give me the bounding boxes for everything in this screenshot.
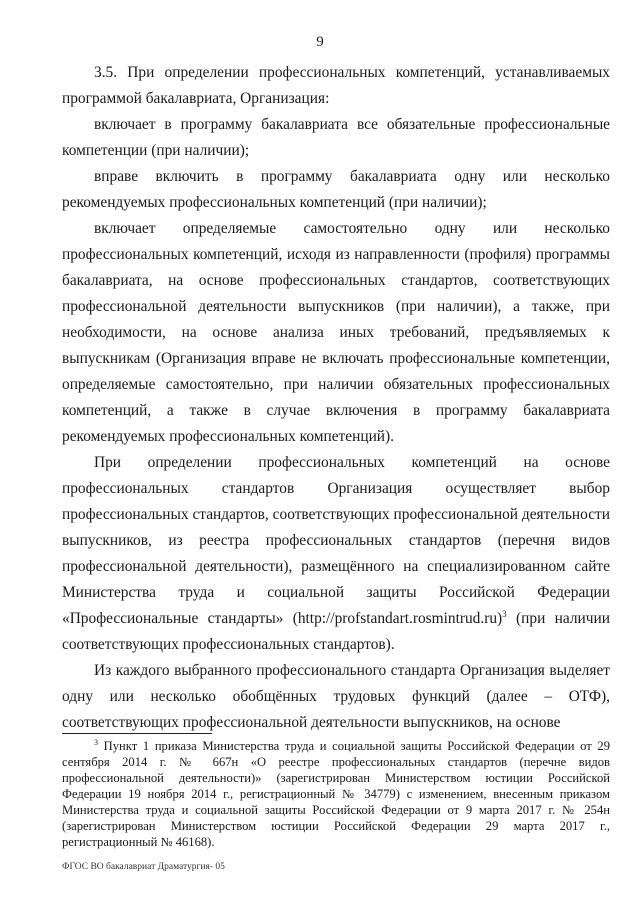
paragraph-standards-tail: (при наличии соответствующих профессиональных стандартов). (62, 610, 610, 653)
footnote-marker: 3 (94, 737, 98, 747)
document-footer: ФГОС ВО бакалавриат Драматургия- 05 (62, 862, 225, 872)
paragraph-recommended-competencies: вправе включить в программу бакалавриата одну или несколько рекомендуемых профессиональных компетенций (при наличии); (62, 168, 610, 211)
paragraph-mandatory-competencies: включает в программу бакалавриата все обязательные профессиональные компетенции (при наличии); (62, 116, 610, 159)
paragraph-standards-text: При определении профессиональных компетенций на основе профессиональных стандартов Организация осуществляет выбор профессиональных стандартов, соответствующих профессиональной деятельности выпускников, из реестра профессиональных стандартов (перечня видов профессиональной деятельности), размещённого на специализированном сайте Министерства труда и социальной защиты Российской Федерации «Профессиональные стандарты» (http://profstandart.rosmintrud.ru) (62, 454, 610, 627)
paragraph-professional-standards (62, 450, 610, 658)
paragraph-own-competencies: включает определяемые самостоятельно одну или несколько профессиональных компетенций, исходя из направленности (профиля) программы бакалавриата, на основе профессиональных стандартов, соответствующих профессиональной деятельности выпускников (при наличии), а также, при необходимости, на основе анализа иных требований, предъявляемых к выпускникам (Организация вправе не включать профессиональные компетенции, определяемые самостоятельно, при наличии обязательных профессиональных компетенций, а также в случае включения в программу бакалавриата рекомендуемых профессиональных компетенций). (62, 220, 610, 445)
page-number: 9 (316, 34, 324, 50)
paragraph-otf: Из каждого выбранного профессионального стандарта Организация выделяет одну или несколько обобщённых трудовых функций (далее – ОТФ), соответствующих профессиональной деятельности выпускников, на основе (62, 662, 610, 731)
footnote-separator (62, 733, 212, 734)
paragraph-3-5: 3.5. При определении профессиональных компетенций, устанавливаемых программой бакалавриата, Организация: (62, 64, 610, 107)
footnote (62, 738, 610, 850)
footnote-text: Пункт 1 приказа Министерства труда и социальной защиты Российской Федерации от 29 сентября 2014 г. № 667н «О реестре профессиональных стандартов (перечне видов профессиональной деятельности)» (зарегистрирован Министерством юстиции Российской Федерации 19 ноября 2014 г., регистрационный № 34779) с изменением, внесенным приказом Министерства труда и социальной защиты Российской Федерации от 9 марта 2017 г. № 254н (зарегистрирован Министерством юстиции Российской Федерации 29 марта 2017 г., регистрационный № 46168). (62, 739, 610, 849)
footnote-reference: 3 (502, 608, 507, 619)
main-text (62, 60, 610, 736)
